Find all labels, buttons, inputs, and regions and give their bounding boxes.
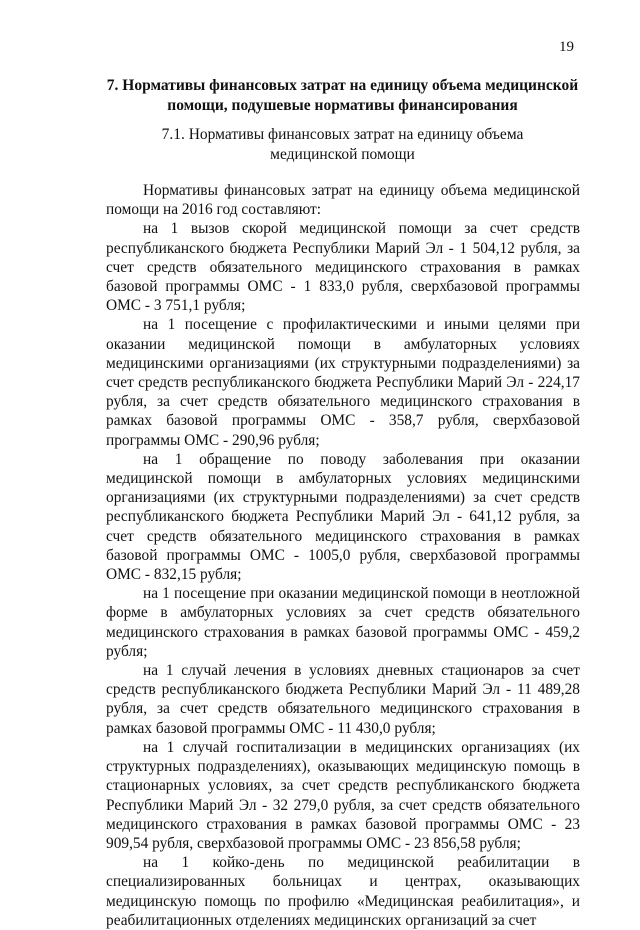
section-title (100, 76, 585, 116)
list-item-ambulance-call: на 1 вызов скорой медицинской помощи за счет средств республиканского бюджета Республики Марий Эл - 1 504,12 рубля, за счет средств обязательного медицинского страхования в рамках базовой программы ОМС - 1 833,0 рубля, сверхбазовой программы ОМС - 3 751,1 рубля; (106, 220, 580, 315)
subsection-title-line-2: медицинской помощи (270, 146, 415, 163)
section-title-line-1: 7. Нормативы финансовых затрат на единицу объема медицинской (106, 77, 579, 94)
list-item-preventive-visit: на 1 посещение с профилактическими и иными целями при оказании медицинской помощи в амбулаторных условиях медицинскими организациями (их структурными подразделениями) за счет средств республиканского бюджета Республики Марий Эл - 224,17 рубля, за счет средств обязательного медицинского страхования в рамках базовой программы ОМС - 358,7 рубля, сверхбазовой программы ОМС - 290,96 рубля; (106, 316, 580, 449)
list-item-hospitalization: на 1 случай госпитализации в медицинских организациях (их структурных подразделениях), оказывающих медицинскую помощь в стационарных условиях, за счет средств республиканского бюджета Республики Марий Эл - 32 279,0 рубля, за счет средств обязательного медицинского страхования в рамках базовой программы ОМС - 23 909,54 рубля, сверхбазовой программы ОМС - 23 856,58 рубля; (106, 738, 580, 852)
list-item-urgent-visit: на 1 посещение при оказании медицинской помощи в неотложной форме в амбулаторных условиях за счет средств обязательного медицинского страхования в рамках базовой программы ОМС - 459,2 рубля; (106, 585, 580, 660)
page-number: 19 (559, 39, 574, 55)
subsection-title (100, 125, 585, 165)
list-item-disease-appeal: на 1 обращение по поводу заболевания при оказании медицинской помощи в амбулаторных условиях медицинскими организациями (их структурными подразделениями) за счет средств республиканского бюджета Республики Марий Эл - 641,12 рубля, за счет средств обязательного медицинского страхования в рамках базовой программы ОМС - 1005,0 рубля, сверхбазовой программы ОМС - 832,15 рубля; (106, 450, 580, 584)
list-item-day-hospital: на 1 случай лечения в условиях дневных стационаров за счет средств республиканского бюджета Республики Марий Эл - 11 489,28 рубля, за счет средств обязательного медицинского страхования в рамках базовой программы ОМС - 11 430,0 рубля; (106, 662, 580, 737)
section-title-line-2: помощи, подушевые нормативы финансирования (167, 97, 518, 114)
list-item-rehabilitation-bed-day: на 1 койко-день по медицинской реабилитации в специализированных больницах и центрах, оказывающих медицинскую помощь по профилю «Медицинская реабилитация», и реабилитационных отделениях медицинских организаций за счет (106, 854, 580, 929)
subsection-title-line-1: 7.1. Нормативы финансовых затрат на единицу объема (161, 126, 524, 143)
intro-paragraph: Нормативы финансовых затрат на единицу объема медицинской помощи на 2016 год составляют: (106, 182, 580, 219)
body-text (106, 181, 580, 930)
